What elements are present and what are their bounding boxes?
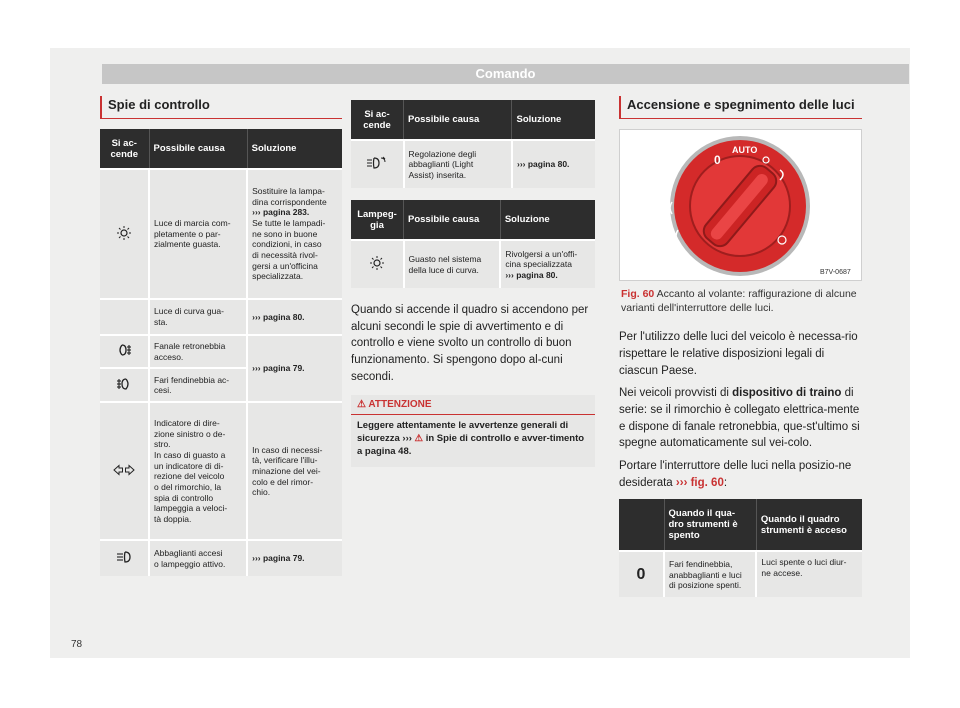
svg-text:AUTO: AUTO	[732, 145, 758, 155]
cause-cell: Fanale retronebbia acceso.	[149, 335, 247, 368]
cause-cell: Luce di marcia com- pletamente o par- zialmente guasta.	[149, 169, 247, 299]
paragraph: Quando si accende il quadro si accendono per alcuni secondi le spie di avvertimento e di controllo e viene svolto un controllo di buon funzionamento. Si spengono dopo al-cuni secondi.	[351, 304, 589, 383]
solution-cell	[247, 169, 342, 299]
table-row	[100, 402, 342, 540]
zero-position-icon: 0	[619, 551, 664, 597]
col-header-solution: Soluzione	[512, 100, 595, 140]
warning-text-part: Leggere attentamente le avvertenze generali di sicurezza ›››	[357, 420, 569, 445]
body-text	[619, 329, 862, 491]
right-column	[619, 96, 862, 597]
cause-cell: Abbaglianti accesi o lampeggio attivo.	[149, 540, 247, 576]
rear-fog-light-icon	[100, 335, 149, 368]
paragraph	[619, 458, 862, 491]
bold-text: dispositivo di traino	[732, 387, 842, 400]
cause-cell: Luce di curva gua- sta.	[149, 299, 247, 335]
turn-signal-arrows-icon	[100, 402, 149, 540]
on-cell: Luci spente o luci diur- ne accese.	[756, 551, 862, 597]
cause-cell: Indicatore di dire- zione sinistro o de- stro. In caso di guasto a un indicatore di di- rezione del veicolo o del rimorchio, la spia di controllo lampeggia a veloci- tà doppia.	[149, 402, 247, 540]
text-part: :	[723, 476, 728, 489]
col-header-solution: Soluzione	[500, 200, 595, 240]
paragraph: Per l'utilizzo delle luci del veicolo è necessa-rio rispettare le relative disposizioni legali di ciascun Paese.	[619, 331, 858, 377]
svg-text:0: 0	[714, 153, 721, 167]
page-ref-link[interactable]: ››› pagina 283.	[252, 207, 310, 218]
warning-box	[351, 395, 595, 466]
table-row	[100, 335, 342, 368]
solution-cell	[500, 240, 595, 288]
empty-icon-cell	[100, 299, 149, 335]
indicator-table	[351, 200, 595, 288]
col-header-cause: Possibile causa	[404, 200, 501, 240]
caption-text: Accanto al volante: raffigurazione di alcune varianti dell'interruttore delle luci.	[621, 288, 857, 315]
page-ref-link[interactable]: ››› pagina 80.	[252, 311, 305, 322]
paragraph	[619, 385, 862, 452]
figure-label: Fig. 60	[621, 288, 655, 300]
svg-text:B7V-0687: B7V-0687	[820, 269, 851, 276]
solution-text: Se tutte le lampadi- ne sono in buone condizioni, in caso di necessità rivol- gersi a un'officina specializzata.	[252, 218, 326, 282]
warning-triangle-icon: ⚠	[414, 433, 424, 445]
col-header-off: Quando il qua- dro strumenti è spento	[664, 499, 756, 551]
cause-cell: Fari fendinebbia ac- cesi.	[149, 368, 247, 402]
page	[50, 48, 910, 658]
high-beam-icon	[100, 540, 149, 576]
light-assist-icon	[351, 140, 404, 188]
off-cell: Fari fendinebbia, anabbaglianti e luci di posizione spenti.	[664, 551, 756, 597]
table-row	[351, 140, 595, 188]
table-row	[619, 551, 862, 597]
solution-cell: In caso di necessi- tà, verificare l'illu- minazione del vei- colo e del rimor- chio.	[247, 402, 342, 540]
warning-text	[351, 415, 595, 466]
page-ref-link[interactable]: ››› pagina 80.	[516, 159, 570, 170]
table-row	[100, 169, 342, 299]
light-bulb-icon	[100, 169, 149, 299]
warning-header	[351, 395, 595, 415]
col-header-cause: Possibile causa	[404, 100, 512, 140]
col-header-lights: Si ac- cende	[351, 100, 404, 140]
col-header-lights: Si ac- cende	[100, 129, 149, 169]
col-header-cause: Possibile causa	[149, 129, 247, 169]
col-header-on: Quando il quadro strumenti è acceso	[756, 499, 862, 551]
page-ref-link[interactable]: ››› pagina 79.	[252, 553, 305, 564]
table-row	[351, 240, 595, 288]
light-bulb-icon	[351, 240, 404, 288]
solution-cell	[247, 540, 342, 576]
text-part: Portare l'interruttore delle luci nella posizio-ne desiderata	[619, 460, 852, 489]
warning-title: ATTENZIONE	[368, 399, 432, 411]
cause-cell: Guasto nel sistema della luce di curva.	[404, 240, 501, 288]
col-header-solution: Soluzione	[247, 129, 342, 169]
page-number: 78	[71, 639, 83, 650]
switch-position-table	[619, 499, 862, 597]
solution-cell	[512, 140, 595, 188]
indicator-table	[351, 100, 595, 188]
section-title: Accensione e spegnimento delle luci	[619, 96, 862, 119]
light-switch-image	[620, 130, 861, 280]
left-column	[100, 96, 342, 576]
solution-text: Sostituire la lampa- dina corrispondente	[252, 186, 327, 207]
solution-cell	[247, 299, 342, 335]
figure-ref-link[interactable]: ››› fig. 60	[675, 476, 724, 489]
figure-caption	[619, 281, 862, 315]
table-row	[100, 540, 342, 576]
warning-text-part: in Spie di controllo e avver-timento a pagina 48.	[357, 433, 585, 457]
warning-triangle-icon: ⚠	[357, 399, 366, 411]
solution-text: Rivolgersi a un'offi- cina specializzata	[505, 248, 578, 270]
text-part: di serie: se il rimorchio è collegato elettrica-mente e dispone di fanale retronebbia, que-st'ultimo si spegne automaticamente sul vei-colo.	[619, 387, 860, 450]
solution-cell	[247, 335, 342, 402]
body-text	[351, 302, 595, 385]
section-title: Spie di controllo	[100, 96, 342, 119]
cause-cell: Regolazione degli abbaglianti (Light Assist) inserita.	[404, 140, 512, 188]
light-switch-figure	[619, 129, 862, 281]
text-part: Nei veicoli provvisti di	[619, 387, 729, 400]
section-header: Comando	[102, 64, 909, 84]
table-row	[100, 299, 342, 335]
col-header-position	[619, 499, 664, 551]
page-ref-link[interactable]: ››› pagina 80.	[505, 269, 558, 280]
col-header-flashing: Lampeg- gia	[351, 200, 404, 240]
page-ref-link[interactable]: ››› pagina 79.	[252, 363, 305, 374]
front-fog-light-icon	[100, 368, 149, 402]
indicator-table	[100, 129, 342, 576]
middle-column	[351, 100, 595, 467]
